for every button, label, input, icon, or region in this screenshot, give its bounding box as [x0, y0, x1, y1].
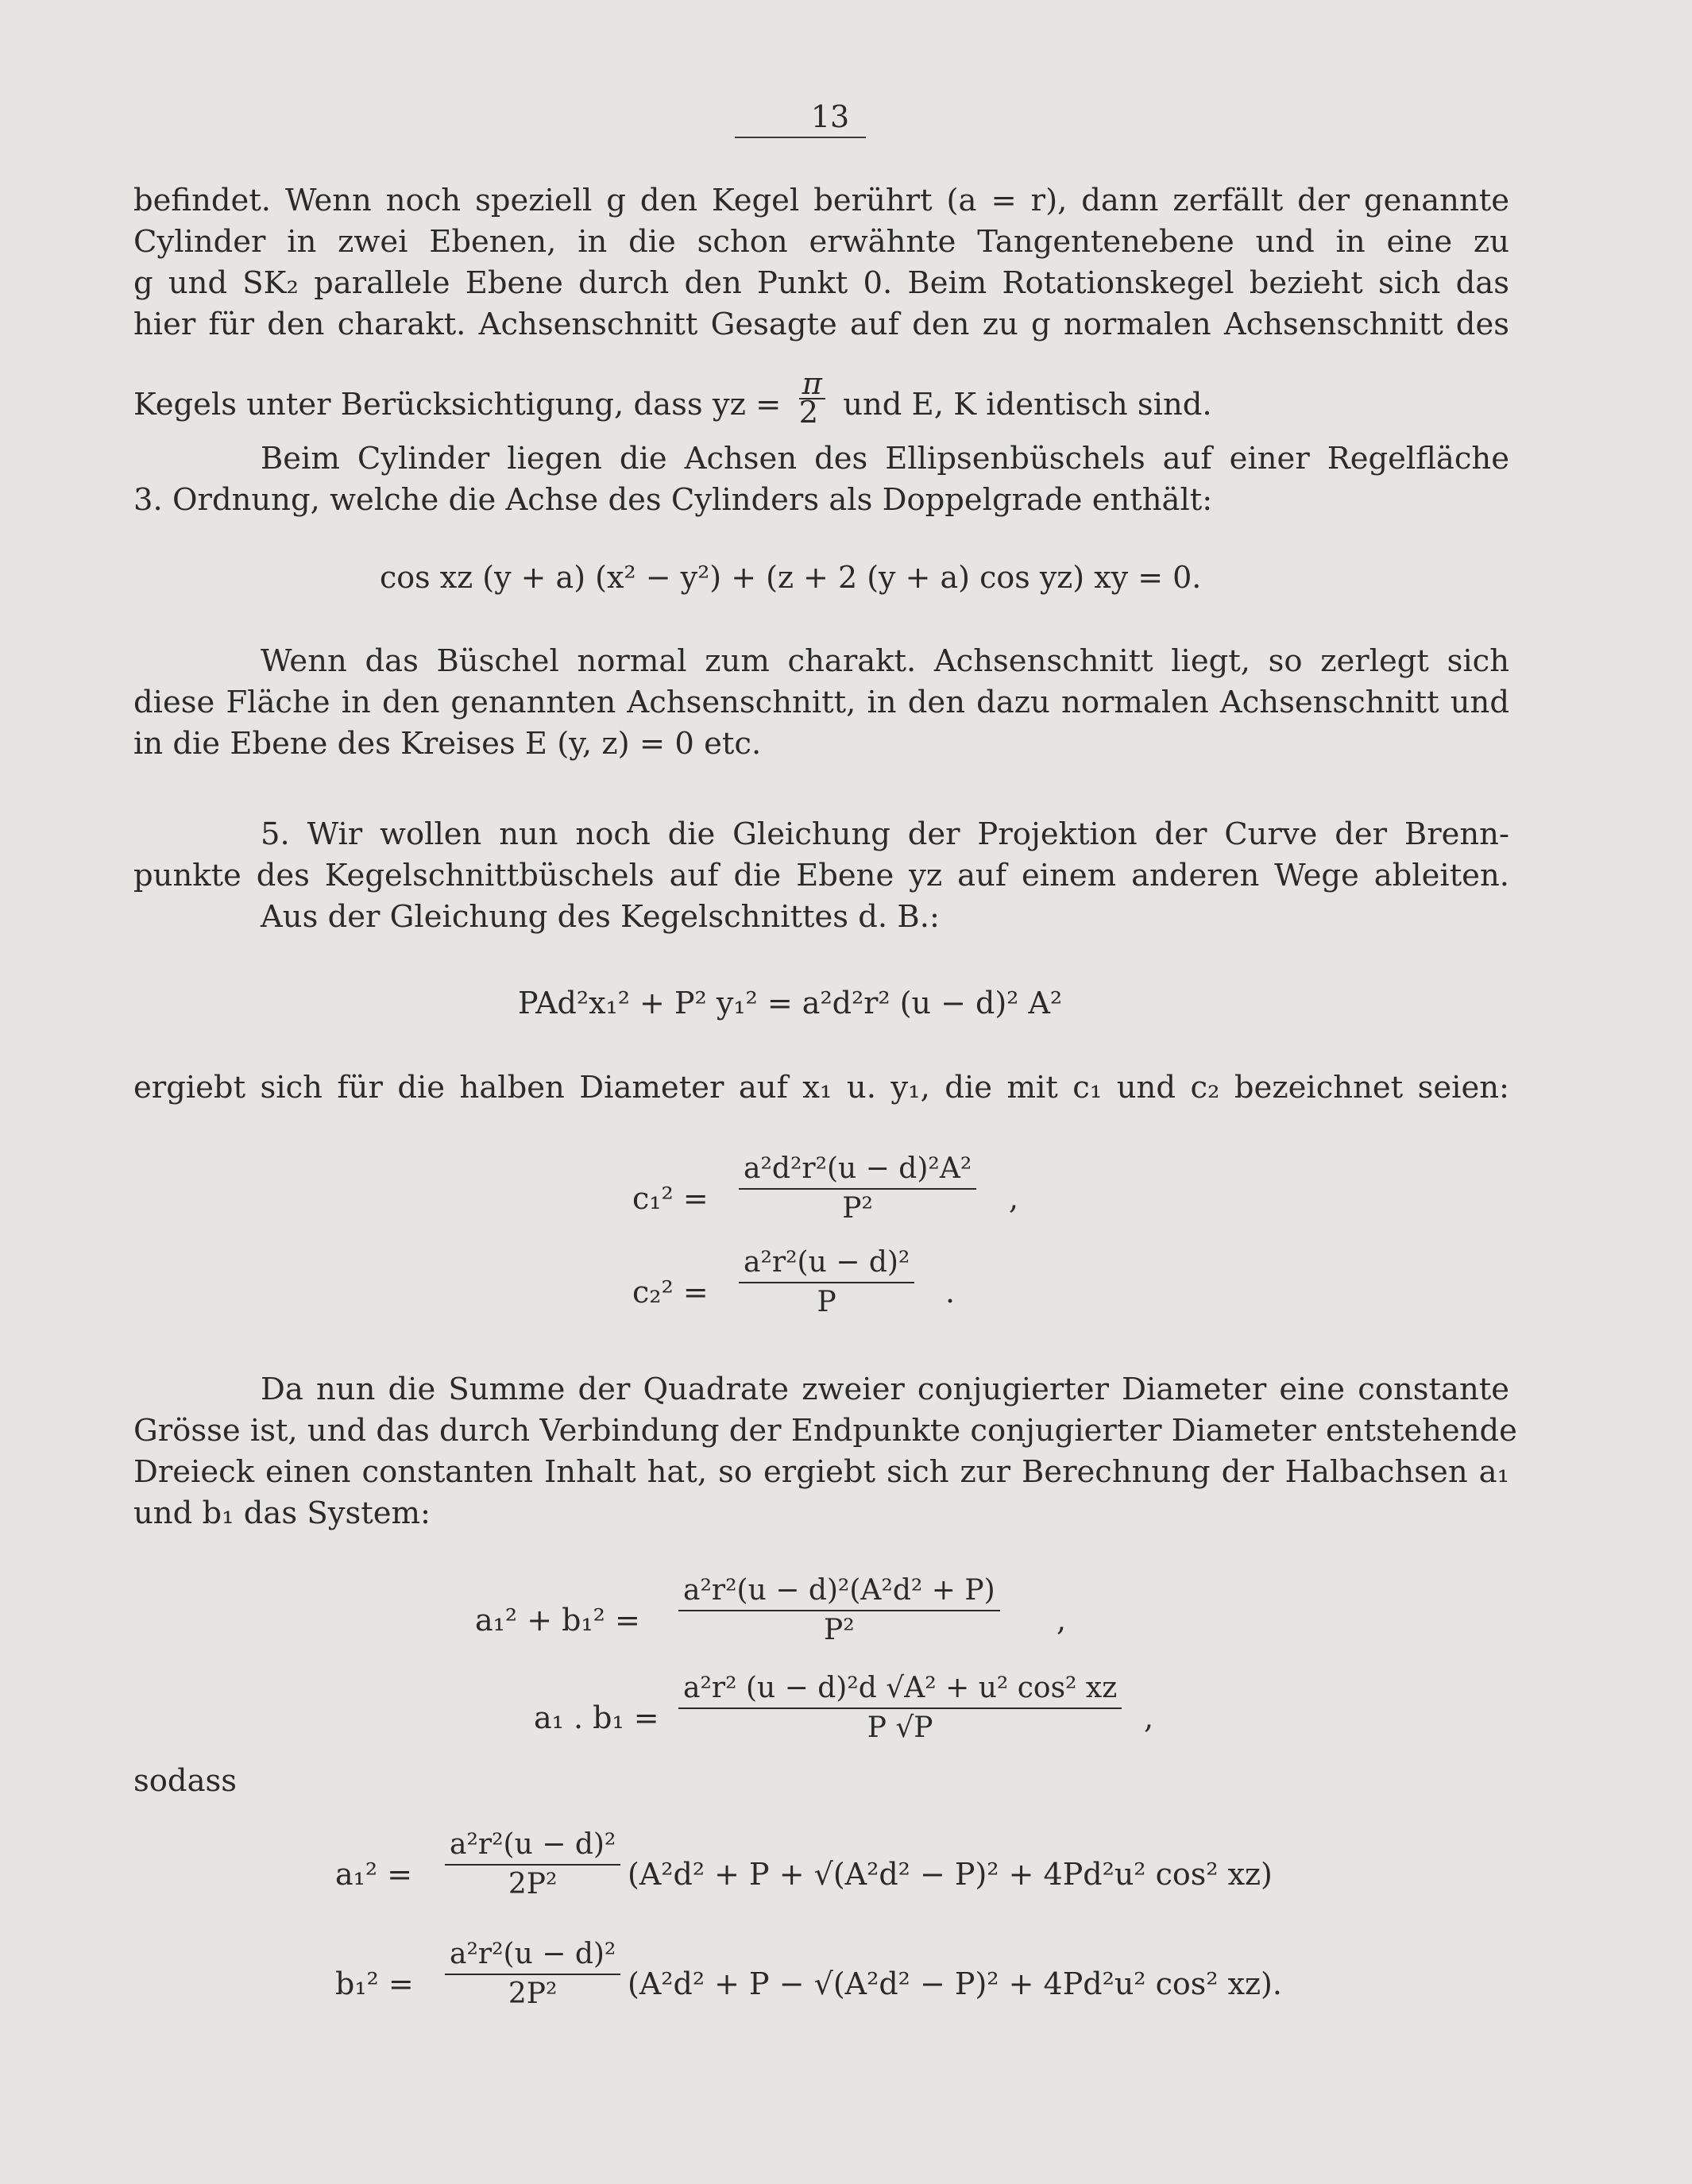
fraction-numerator: a²r²(u − d)² [739, 1245, 914, 1283]
text-line: sodass [133, 1763, 238, 1799]
equation-sum-tail: , [1057, 1603, 1067, 1638]
fraction-denominator: P √P [867, 1711, 933, 1744]
fraction-numerator: a²d²r²(u − d)²A² [739, 1152, 976, 1190]
equation-c2-lhs: c₂² = [632, 1275, 709, 1310]
equation-c1-lhs: c₁² = [632, 1181, 709, 1216]
text-line: Aus der Gleichung des Kegelschnittes d. B.: [261, 899, 940, 935]
fraction-numerator: a²r² (u − d)²d √A² + u² cos² xz [678, 1671, 1122, 1709]
fraction-sum [678, 1573, 1000, 1648]
equation-b1-rhs: (A²d² + P − √(A²d² − P)² + 4Pd²u² cos² xz). [628, 1966, 1282, 2001]
fraction-a1 [445, 1827, 620, 1902]
text-line: 3. Ordnung, welche die Achse des Cylinders als Doppelgrade enthält: [133, 482, 1213, 518]
text-line: Wenn das Büschel normal zum charakt. Achsenschnitt liegt, so zerlegt sich [261, 643, 1509, 679]
text-line: g und SK₂ parallele Ebene durch den Punkt 0. Beim Rotationskegel bezieht sich das [133, 265, 1509, 301]
fraction-denominator: P² [842, 1192, 873, 1225]
text-fragment: und E, K identisch sind. [843, 387, 1212, 423]
equation-cylinder: cos xz (y + a) (x² − y²) + (z + 2 (y + a) cos yz) xy = 0. [380, 560, 1202, 595]
fraction-denominator: 2 [798, 395, 819, 430]
text-line: in die Ebene des Kreises E (y, z) = 0 etc. [133, 726, 762, 762]
text-line: und b₁ das System: [133, 1495, 431, 1531]
equation-conic: PAd²x₁² + P² y₁² = a²d²r² (u − d)² A² [518, 986, 1063, 1021]
fraction-numerator: a²r²(u − d)² [445, 1937, 620, 1975]
fraction-denominator: P [817, 1286, 836, 1318]
equation-c2-tail: . [945, 1275, 956, 1310]
fraction-numerator: a²r²(u − d)² [445, 1827, 620, 1866]
text-line: 5. Wir wollen nun noch die Gleichung der Projektion der Curve der Brenn- [261, 816, 1509, 852]
text-line: Dreieck einen constanten Inhalt hat, so ergiebt sich zur Berechnung der Halbachsen a₁ [133, 1454, 1509, 1490]
header-rule [735, 137, 866, 138]
text-line: befindet. Wenn noch speziell g den Kegel berührt (a = r), dann zerfällt der genannte [133, 183, 1509, 218]
text-line: punkte des Kegelschnittbüschels auf die Ebene yz auf einem anderen Wege ableiten. [133, 858, 1509, 893]
fraction-b1 [445, 1937, 620, 2012]
fraction-numerator: π [799, 371, 825, 399]
fraction-product [678, 1671, 1122, 1746]
equation-product-lhs: a₁ . b₁ = [534, 1700, 659, 1735]
text-fragment: Kegels unter Berücksichtigung, dass yz = [133, 387, 782, 423]
text-line: Da nun die Summe der Quadrate zweier conjugierter Diameter eine constante [261, 1372, 1509, 1407]
fraction-c1 [739, 1152, 976, 1226]
equation-product-tail: , [1144, 1700, 1154, 1735]
equation-c1-tail: , [1009, 1181, 1019, 1216]
fraction-denominator: 2P² [508, 1868, 558, 1900]
fraction-denominator: 2P² [508, 1978, 558, 2010]
text-line: hier für den charakt. Achsenschnitt Gesagte auf den zu g normalen Achsenschnitt des [133, 307, 1509, 342]
text-line: Cylinder in zwei Ebenen, in die schon erwähnte Tangentenebene und in eine zu [133, 224, 1509, 260]
equation-b1-lhs: b₁² = [335, 1966, 414, 2001]
equation-sum-lhs: a₁² + b₁² = [475, 1603, 640, 1638]
page-number: 13 [810, 99, 850, 134]
equation-a1-lhs: a₁² = [335, 1857, 413, 1892]
fraction-numerator: a²r²(u − d)²(A²d² + P) [678, 1573, 1000, 1611]
fraction-c2 [739, 1245, 914, 1320]
equation-a1-rhs: (A²d² + P + √(A²d² − P)² + 4Pd²u² cos² xz) [628, 1857, 1273, 1892]
text-line: Beim Cylinder liegen die Achsen des Ellipsenbüschels auf einer Regelfläche [261, 441, 1509, 477]
text-line: diese Fläche in den genannten Achsenschnitt, in den dazu normalen Achsenschnitt und [133, 685, 1509, 720]
text-line-with-fraction [133, 366, 1509, 430]
text-line: ergiebt sich für die halben Diameter auf x₁ u. y₁, die mit c₁ und c₂ bezeichnet seien: [133, 1070, 1509, 1106]
pi-fraction [798, 366, 825, 430]
fraction-denominator: P² [823, 1614, 855, 1646]
text-line: Grösse ist, und das durch Verbindung der Endpunkte conjugierter Diameter entstehende [133, 1413, 1517, 1449]
